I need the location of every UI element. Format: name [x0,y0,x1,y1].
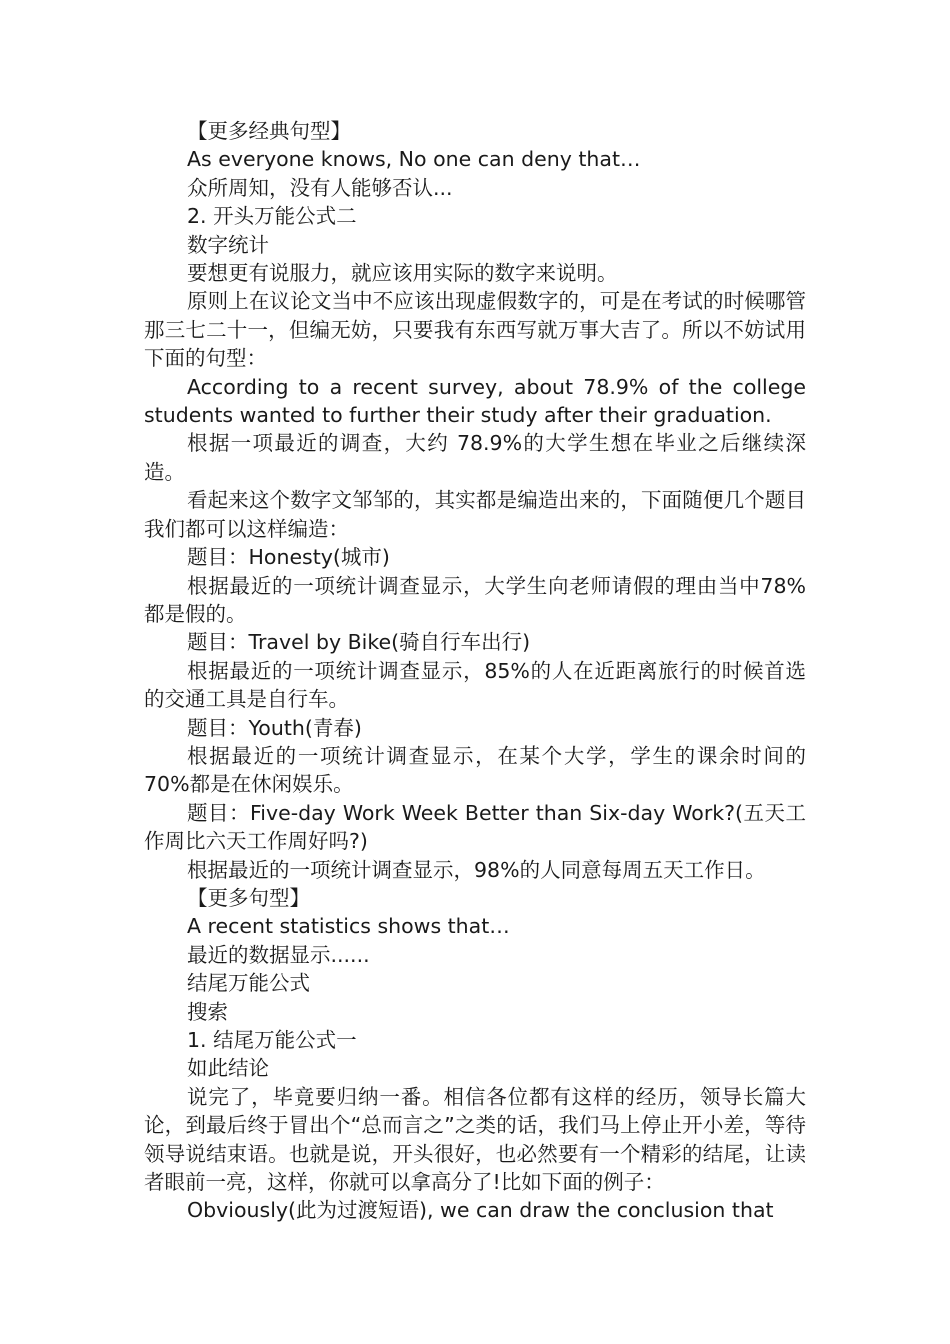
example-statistics-zh: 最近的数据显示...... [187,942,370,967]
paragraph-explanation: 原则上在议论文当中不应该出现虚假数字的，可是在考试的时候哪管那三七二十一，但编无妨，只要我有东西写就万事大吉了。所以不妨试用下面的句型： [144,289,806,371]
paragraph-conclusion-explanation: 说完了，毕竟要归纳一番。相信各位都有这样的经历，领导长篇大论，到最后终于冒出个“总而言之”之类的话，我们马上停止开小差，等待领导说结束语。也就是说，开头很好，也必然要有一个精彩的结尾，让读者眼前一亮，这样，你就可以拿高分了!比如下面的例子： [144,1084,806,1195]
topic-honesty: 题目：Honesty(城市) [187,545,390,570]
example-survey-en: According to a recent survey, about 78.9% of the college students wanted to further their study after their graduation. [144,374,806,428]
example-statistics-en: A recent statistics shows that… [187,914,510,939]
topic-honesty-example: 根据最近的一项统计调查显示，大学生向老师请假的理由当中78%都是假的。 [144,573,806,626]
paragraph-intro: 要想更有说服力，就应该用实际的数字来说明。 [187,261,618,286]
topic-youth-example: 根据最近的一项统计调查显示，在某个大学，学生的课余时间的70%都是在休闲娱乐。 [144,743,806,797]
heading-more-sentences: 【更多句型】 [187,885,310,910]
section-heading-ending-formula-1: 1. 结尾万能公式一 [187,1028,357,1052]
topic-travel-by-bike: 题目：Travel by Bike(骑自行车出行) [187,630,531,655]
example-sentence-zh: 众所周知，没有人能够否认... [187,175,453,200]
example-conclusion-en: Obviously(此为过渡短语), we can draw the conclusion that [187,1198,774,1223]
topic-travel-example: 根据最近的一项统计调查显示，85%的人在近距离旅行的时候首选的交通工具是自行车。 [144,658,806,712]
document-body [144,117,806,1225]
example-sentence-en: As everyone knows, No one can deny that… [187,147,641,172]
subheading-statistics: 数字统计 [187,232,269,257]
example-survey-zh: 根据一项最近的调查，大约 78.9%的大学生想在毕业之后继续深造。 [144,431,806,484]
subheading-conclusion: 如此结论 [187,1056,269,1081]
section-heading-opening-formula-2: 2. 开头万能公式二 [187,204,357,229]
topic-five-day-week-example: 根据最近的一项统计调查显示，98%的人同意每周五天工作日。 [187,857,766,882]
topic-youth: 题目：Youth(青春) [187,715,362,740]
paragraph-note: 看起来这个数字文邹邹的，其实都是编造出来的，下面随便几个题目我们都可以这样编造： [144,488,806,541]
topic-five-day-week: 题目：Five-day Work Week Better than Six-day Work?(五天工作周比六天工作周好吗?) [144,800,806,854]
section-heading-ending-formula: 结尾万能公式 [187,971,310,996]
heading-more-classic-sentences: 【更多经典句型】 [187,119,351,143]
search-text: 搜索 [187,999,228,1024]
